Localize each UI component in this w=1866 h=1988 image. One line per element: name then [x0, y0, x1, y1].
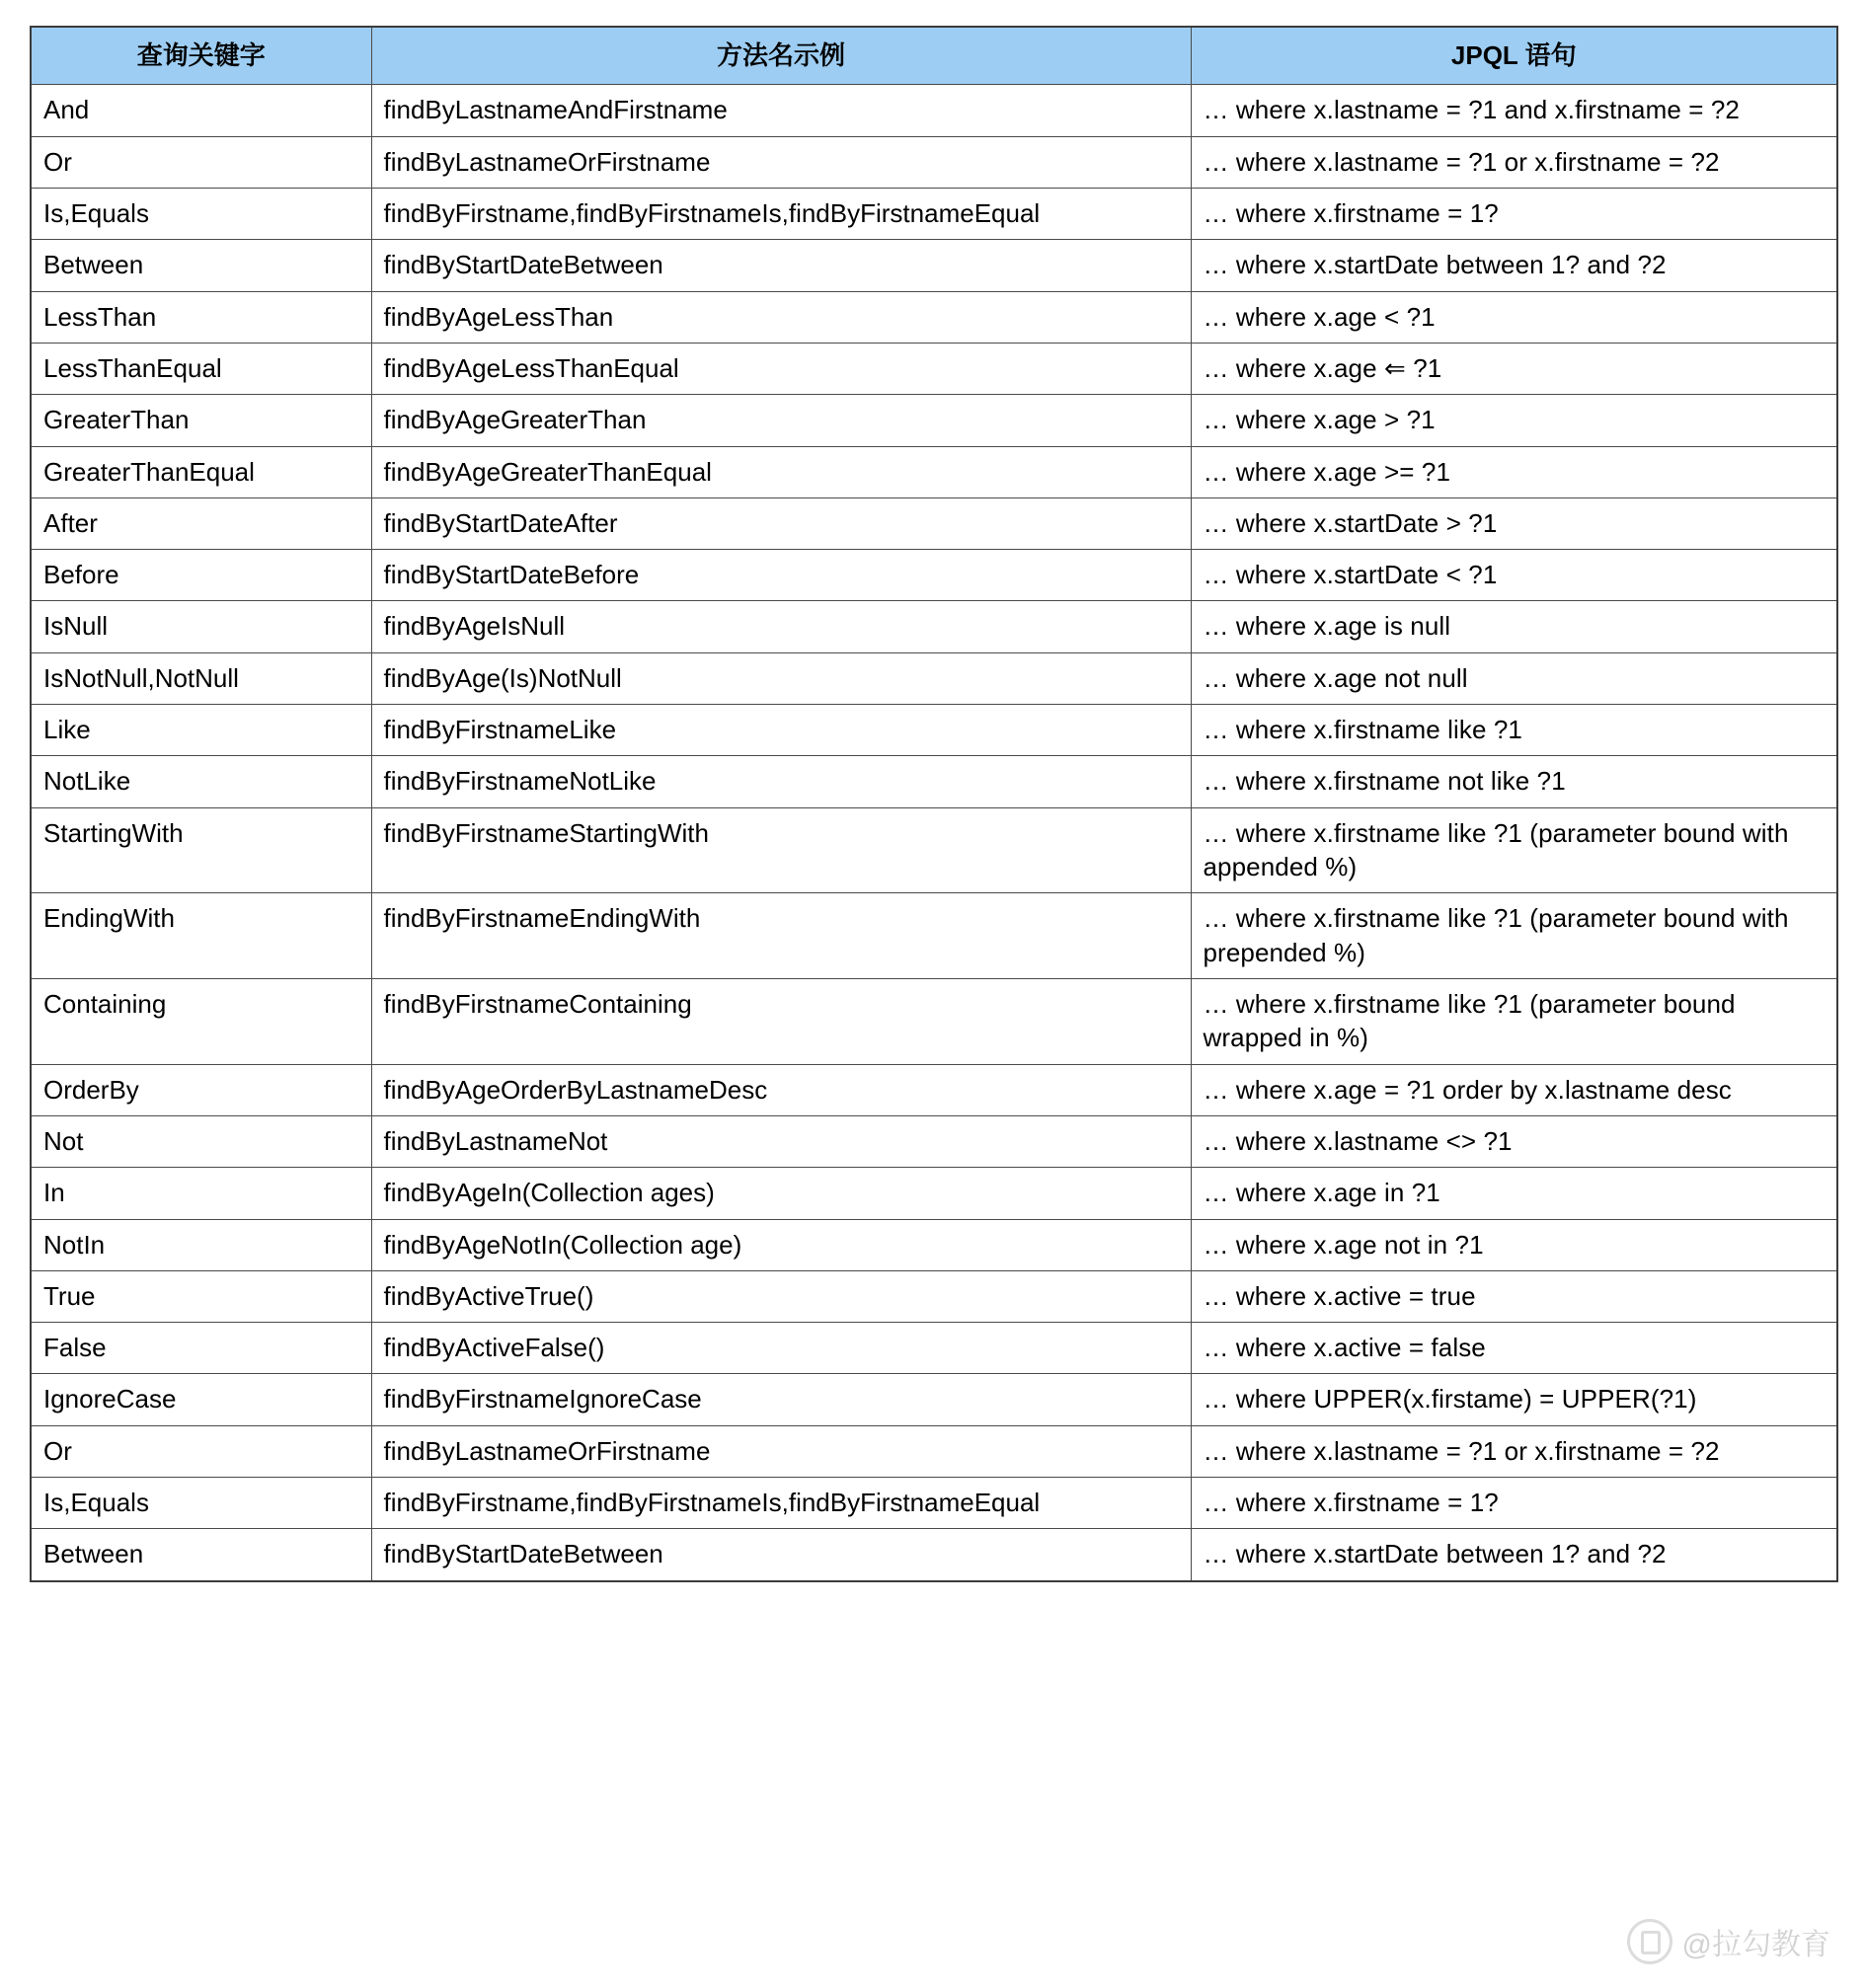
cell-method: findByStartDateBefore	[371, 550, 1191, 601]
cell-method: findByAgeOrderByLastnameDesc	[371, 1064, 1191, 1115]
table-row	[31, 1168, 1837, 1219]
cell-jpql: … where x.active = true	[1191, 1270, 1837, 1322]
table-row	[31, 1323, 1837, 1374]
cell-keyword: After	[31, 497, 371, 549]
cell-method: findByLastnameOrFirstname	[371, 136, 1191, 188]
cell-method: findByFirstnameStartingWith	[371, 807, 1191, 893]
cell-method: findByAgeGreaterThanEqual	[371, 446, 1191, 497]
cell-keyword: Between	[31, 240, 371, 291]
cell-keyword: Containing	[31, 978, 371, 1064]
table-row	[31, 343, 1837, 394]
cell-method: findByStartDateAfter	[371, 497, 1191, 549]
cell-method: findByLastnameNot	[371, 1115, 1191, 1167]
cell-jpql: … where x.age in ?1	[1191, 1168, 1837, 1219]
table-row	[31, 1478, 1837, 1529]
cell-jpql: … where x.lastname = ?1 or x.firstname = ?2	[1191, 136, 1837, 188]
cell-method: findByStartDateBetween	[371, 1529, 1191, 1581]
cell-method: findByFirstname,findByFirstnameIs,findByFirstnameEqual	[371, 188, 1191, 239]
cell-jpql: … where x.age not in ?1	[1191, 1219, 1837, 1270]
cell-jpql: … where x.firstname like ?1	[1191, 705, 1837, 756]
table-row	[31, 395, 1837, 446]
cell-jpql: … where x.startDate > ?1	[1191, 497, 1837, 549]
cell-jpql: … where x.lastname = ?1 and x.firstname = ?2	[1191, 85, 1837, 136]
cell-jpql: … where x.firstname = 1?	[1191, 1478, 1837, 1529]
table-row	[31, 240, 1837, 291]
cell-method: findByLastnameAndFirstname	[371, 85, 1191, 136]
table-row	[31, 756, 1837, 807]
cell-jpql: … where x.firstname like ?1 (parameter bound wrapped in %)	[1191, 978, 1837, 1064]
cell-method: findByFirstnameIgnoreCase	[371, 1374, 1191, 1425]
watermark	[1627, 1919, 1830, 1964]
cell-jpql: … where x.firstname = 1?	[1191, 188, 1837, 239]
table-row	[31, 601, 1837, 652]
cell-jpql: … where x.firstname like ?1 (parameter bound with prepended %)	[1191, 893, 1837, 979]
table-row	[31, 1115, 1837, 1167]
cell-jpql: … where x.age > ?1	[1191, 395, 1837, 446]
table-row	[31, 1374, 1837, 1425]
cell-keyword: GreaterThanEqual	[31, 446, 371, 497]
cell-keyword: EndingWith	[31, 893, 371, 979]
cell-jpql: … where x.age ⇐ ?1	[1191, 343, 1837, 394]
table-row	[31, 893, 1837, 979]
cell-jpql: … where x.startDate between 1? and ?2	[1191, 1529, 1837, 1581]
cell-keyword: IsNotNull,NotNull	[31, 652, 371, 704]
cell-jpql: … where x.age is null	[1191, 601, 1837, 652]
table-row	[31, 497, 1837, 549]
cell-jpql: … where x.age < ?1	[1191, 291, 1837, 343]
cell-jpql: … where x.firstname not like ?1	[1191, 756, 1837, 807]
table-row	[31, 188, 1837, 239]
table-row	[31, 291, 1837, 343]
table-row	[31, 446, 1837, 497]
cell-keyword: Before	[31, 550, 371, 601]
cell-method: findByAgeNotIn(Collection age)	[371, 1219, 1191, 1270]
cell-method: findByFirstnameLike	[371, 705, 1191, 756]
column-header-method: 方法名示例	[371, 27, 1191, 85]
cell-keyword: LessThanEqual	[31, 343, 371, 394]
cell-jpql: … where x.lastname <> ?1	[1191, 1115, 1837, 1167]
cell-method: findByActiveFalse()	[371, 1323, 1191, 1374]
cell-method: findByAgeIsNull	[371, 601, 1191, 652]
cell-method: findByFirstnameNotLike	[371, 756, 1191, 807]
cell-keyword: And	[31, 85, 371, 136]
cell-keyword: Not	[31, 1115, 371, 1167]
table-row	[31, 550, 1837, 601]
cell-jpql: … where x.active = false	[1191, 1323, 1837, 1374]
cell-method: findByFirstnameContaining	[371, 978, 1191, 1064]
cell-method: findByAgeLessThanEqual	[371, 343, 1191, 394]
table-row	[31, 1425, 1837, 1477]
cell-keyword: NotIn	[31, 1219, 371, 1270]
table-header	[31, 27, 1837, 85]
cell-method: findByAge(Is)NotNull	[371, 652, 1191, 704]
cell-jpql: … where x.lastname = ?1 or x.firstname = ?2	[1191, 1425, 1837, 1477]
cell-jpql: … where x.age = ?1 order by x.lastname desc	[1191, 1064, 1837, 1115]
cell-method: findByActiveTrue()	[371, 1270, 1191, 1322]
cell-keyword: IsNull	[31, 601, 371, 652]
table-body	[31, 85, 1837, 1581]
cell-keyword: True	[31, 1270, 371, 1322]
cell-keyword: Or	[31, 1425, 371, 1477]
table-row	[31, 1219, 1837, 1270]
cell-jpql: … where x.firstname like ?1 (parameter bound with appended %)	[1191, 807, 1837, 893]
cell-keyword: Or	[31, 136, 371, 188]
table-header-row	[31, 27, 1837, 85]
cell-method: findByLastnameOrFirstname	[371, 1425, 1191, 1477]
column-header-jpql: JPQL 语句	[1191, 27, 1837, 85]
cell-jpql: … where x.startDate between 1? and ?2	[1191, 240, 1837, 291]
table-row	[31, 978, 1837, 1064]
cell-method: findByAgeGreaterThan	[371, 395, 1191, 446]
cell-method: findByFirstnameEndingWith	[371, 893, 1191, 979]
cell-method: findByAgeIn(Collection ages)	[371, 1168, 1191, 1219]
table-row	[31, 807, 1837, 893]
cell-keyword: IgnoreCase	[31, 1374, 371, 1425]
column-header-keyword: 查询关键字	[31, 27, 371, 85]
watermark-logo-icon	[1627, 1919, 1672, 1964]
cell-keyword: GreaterThan	[31, 395, 371, 446]
cell-keyword: Like	[31, 705, 371, 756]
cell-keyword: Between	[31, 1529, 371, 1581]
cell-keyword: Is,Equals	[31, 188, 371, 239]
cell-keyword: OrderBy	[31, 1064, 371, 1115]
cell-method: findByFirstname,findByFirstnameIs,findByFirstnameEqual	[371, 1478, 1191, 1529]
cell-keyword: In	[31, 1168, 371, 1219]
cell-jpql: … where UPPER(x.firstame) = UPPER(?1)	[1191, 1374, 1837, 1425]
watermark-text: @拉勾教育	[1681, 1929, 1830, 1961]
table-row	[31, 1064, 1837, 1115]
cell-jpql: … where x.startDate < ?1	[1191, 550, 1837, 601]
table-row	[31, 1529, 1837, 1581]
table-row	[31, 705, 1837, 756]
cell-method: findByAgeLessThan	[371, 291, 1191, 343]
table-row	[31, 652, 1837, 704]
cell-keyword: StartingWith	[31, 807, 371, 893]
cell-keyword: False	[31, 1323, 371, 1374]
cell-method: findByStartDateBetween	[371, 240, 1191, 291]
cell-keyword: NotLike	[31, 756, 371, 807]
jpql-keywords-table	[30, 26, 1838, 1582]
table-row	[31, 85, 1837, 136]
cell-keyword: LessThan	[31, 291, 371, 343]
cell-jpql: … where x.age not null	[1191, 652, 1837, 704]
table-row	[31, 136, 1837, 188]
cell-jpql: … where x.age >= ?1	[1191, 446, 1837, 497]
table-row	[31, 1270, 1837, 1322]
cell-keyword: Is,Equals	[31, 1478, 371, 1529]
